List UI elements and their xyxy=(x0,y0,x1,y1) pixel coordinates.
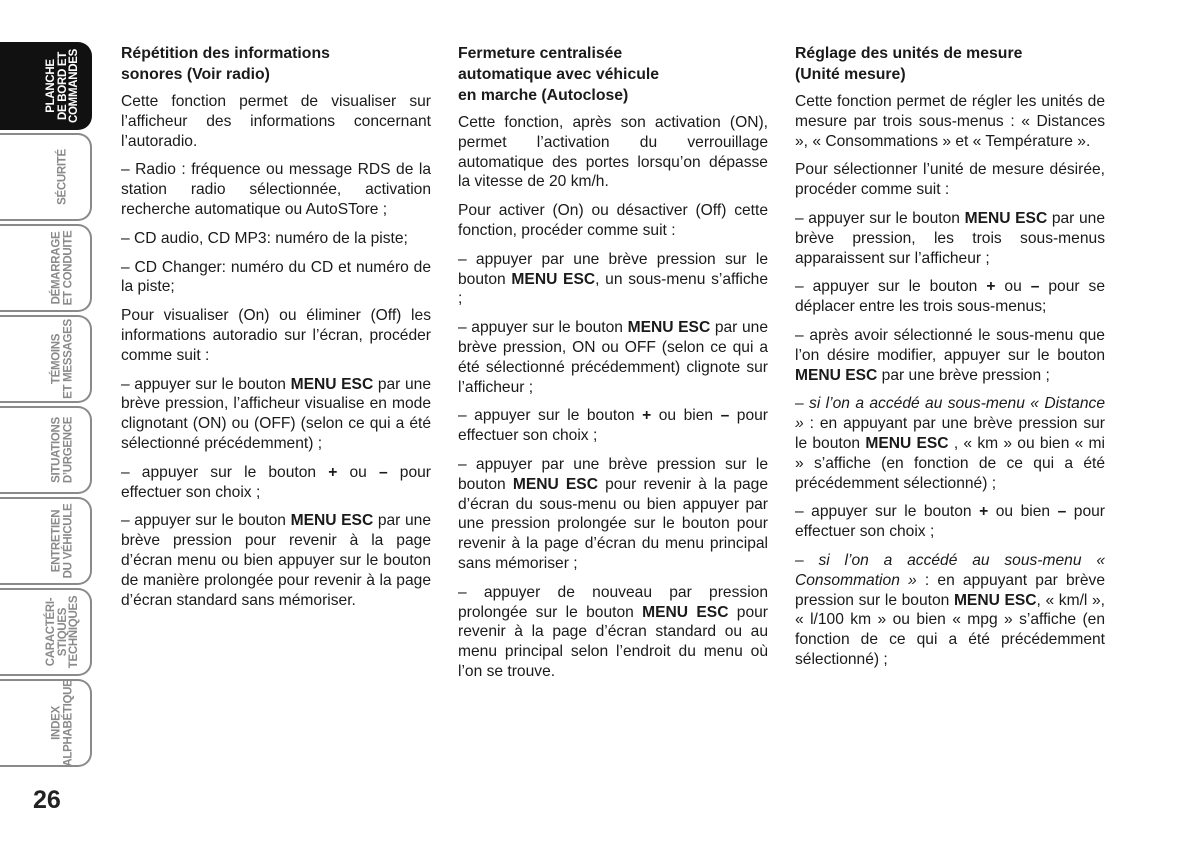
text-run: ou bien xyxy=(651,407,721,425)
paragraph xyxy=(458,250,768,309)
text-run: par une brève pression, les trois sous-menus apparaissent sur l’afficheur ; xyxy=(795,209,1105,267)
button-name: MENU ESC xyxy=(865,434,949,452)
text-run: ou xyxy=(337,463,379,481)
paragraph xyxy=(458,455,768,574)
chapter-tab-label: PLANCHE DE BORD ET COMMANDES xyxy=(44,49,80,123)
text-run: par une brève pression, l’afficheur visualise en mode clignotant (ON) ou (OFF) (selon ce qui a été sélectionné précédemment) ; xyxy=(121,375,431,452)
chapter-tab[interactable] xyxy=(0,315,92,403)
chapter-tab[interactable] xyxy=(0,42,92,130)
text-run: pour effectuer son choix ; xyxy=(121,463,431,501)
section-heading: Répétition des informations sonores (Voir radio) xyxy=(121,45,330,83)
button-name: MENU ESC xyxy=(795,366,878,384)
button-name: MENU ESC xyxy=(290,512,374,530)
text-run: Pour sélectionner l’unité de mesure désirée, procéder comme suit : xyxy=(795,161,1105,199)
text-run: – si l’on a accédé au sous-menu « Consommation » xyxy=(795,551,1105,589)
text-run: – si l’on a accédé au sous-menu « Distance » xyxy=(795,395,1105,433)
button-name: – xyxy=(1030,278,1040,296)
paragraph xyxy=(795,277,1105,317)
button-name: + xyxy=(979,503,989,521)
paragraph xyxy=(795,209,1105,268)
text-run: pour effectuer son choix ; xyxy=(458,407,768,445)
chapter-tab[interactable] xyxy=(0,133,92,221)
button-name: MENU ESC xyxy=(290,375,374,393)
paragraph xyxy=(121,463,431,503)
text-run: – appuyer de nouveau par pression prolongée sur le bouton xyxy=(458,583,768,621)
text-run: – appuyer sur le bouton xyxy=(121,375,291,393)
chapter-tab[interactable] xyxy=(0,497,92,585)
text-run: Pour visualiser (On) ou éliminer (Off) les informations autoradio sur l’écran, procéder comme suit : xyxy=(121,307,431,364)
text-run: – appuyer sur le bouton xyxy=(458,319,628,337)
text-run: , un sous-menu s’affiche ; xyxy=(458,270,769,308)
text-run: par une brève pression pour revenir à la page d’écran menu ou bien appuyer sur le bouton de manière prolongée pour revenir à la page d’écran standard sans mémoriser. xyxy=(121,512,431,609)
button-name: MENU ESC xyxy=(627,319,711,337)
button-name: MENU ESC xyxy=(512,475,598,493)
text-run: – Radio : fréquence ou message RDS de la station radio sélectionnée, activation recherche automatique ou AutoSTore ; xyxy=(121,161,431,218)
button-name: – xyxy=(378,463,388,481)
paragraph xyxy=(795,160,1105,200)
chapter-tab-label: CARACTÉRI- STIQUES TECHNIQUES xyxy=(44,595,80,669)
text-run: , « km » ou bien « mi » s’affiche (en fonction de ce qui a été précédemment sélectionné) ; xyxy=(795,434,1106,492)
paragraph xyxy=(121,511,431,610)
paragraph xyxy=(795,394,1105,493)
button-name: MENU ESC xyxy=(642,603,729,621)
text-run: Cette fonction, après son activation (ON), permet l’activation du verrouillage automatique des portes lorsqu’on dépasse la vitesse de 20 km/h. xyxy=(458,114,768,191)
section-heading: Réglage des unités de mesure (Unité mesure) xyxy=(795,45,1023,83)
text-run: – appuyer par une brève pression sur le bouton xyxy=(458,250,768,288)
text-run: ou bien xyxy=(988,503,1058,521)
paragraph xyxy=(121,229,431,249)
paragraph xyxy=(795,326,1105,385)
button-name: MENU ESC xyxy=(953,591,1037,609)
section-heading: Fermeture centralisée automatique avec véhicule en marche (Autoclose) xyxy=(458,45,660,104)
button-name: – xyxy=(1057,503,1067,521)
text-run: – appuyer sur le bouton xyxy=(121,463,329,481)
text-run: – appuyer sur le bouton xyxy=(121,512,291,530)
text-run: pour revenir à la page d’écran standard ou au menu principal selon l’endroit du menu où l’on se trouve. xyxy=(458,603,769,680)
button-name: MENU ESC xyxy=(964,209,1048,227)
text-run: – appuyer sur le bouton xyxy=(795,503,980,521)
paragraph xyxy=(121,160,431,219)
text-run: – appuyer par une brève pression sur le bouton xyxy=(458,455,768,493)
text-run: , « km/l », « l/100 km » ou bien « mpg » s’affiche (en fonction de ce qui a été précédemment sélectionné) ; xyxy=(795,591,1106,668)
text-run: : en appuyant par brève pression sur le bouton xyxy=(795,571,1105,609)
paragraph xyxy=(795,502,1105,542)
paragraph xyxy=(795,92,1105,151)
button-name: + xyxy=(642,407,652,425)
chapter-tab[interactable] xyxy=(0,588,92,676)
paragraph xyxy=(795,551,1105,670)
button-name: + xyxy=(986,278,996,296)
button-name: – xyxy=(720,407,730,425)
paragraph xyxy=(458,201,768,241)
chapter-tab-label: INDEX ALPHABÉTIQUE xyxy=(50,679,74,767)
chapter-tab-label: SITUATIONS D’URGENCE xyxy=(50,416,74,484)
button-name: MENU ESC xyxy=(511,270,596,288)
text-run: – CD audio, CD MP3: numéro de la piste; xyxy=(121,229,408,247)
column-audio-repeat xyxy=(121,43,431,619)
text-run: par une brève pression, ON ou OFF (selon ce qui a été sélectionné précédemment) clignote sur l’afficheur ; xyxy=(458,319,768,396)
text-run: – CD Changer: numéro du CD et numéro de la piste; xyxy=(121,258,431,296)
chapter-tab-label: TÉMOINS ET MESSAGES xyxy=(50,319,74,399)
chapter-tabs xyxy=(0,42,92,770)
paragraph xyxy=(121,258,431,298)
paragraph xyxy=(458,583,768,682)
text-run: par une brève pression ; xyxy=(877,366,1050,384)
chapter-tab[interactable] xyxy=(0,406,92,494)
paragraph xyxy=(458,113,768,192)
text-run: pour revenir à la page d’écran du sous-menu ou bien appuyer par une pression prolongée sur le bouton pour revenir à la page d’écran du menu principal sans mémoriser ; xyxy=(458,475,769,572)
chapter-tab-label: SÉCURITÉ xyxy=(56,149,69,205)
text-run: – après avoir sélectionné le sous-menu que l’on désire modifier, appuyer sur le bouton xyxy=(795,326,1105,364)
text-run: – appuyer sur le bouton xyxy=(795,278,987,296)
chapter-tab-label: ENTRETIEN DU VÉHICULE xyxy=(50,503,74,579)
text-run: Pour activer (On) ou désactiver (Off) cette fonction, procéder comme suit : xyxy=(458,202,768,239)
column-units xyxy=(795,43,1105,679)
text-run: Cette fonction permet de régler les unités de mesure par trois sous-menus : « Distances », « Consommations » et « Température ». xyxy=(795,93,1105,150)
column-autoclose xyxy=(458,43,768,691)
text-run: ou xyxy=(995,278,1031,296)
chapter-tab-label: DÉMARRAGE ET CONDUITE xyxy=(50,230,74,306)
text-run: : en appuyant par une brève pression sur le bouton xyxy=(795,415,1105,452)
text-run: pour se déplacer entre les trois sous-menus; xyxy=(795,278,1105,316)
text-run: – appuyer sur le bouton xyxy=(795,209,965,227)
text-run: Cette fonction permet de visualiser sur l’afficheur des informations concernant l’autoradio. xyxy=(121,93,431,150)
chapter-tab[interactable] xyxy=(0,679,92,767)
paragraph xyxy=(458,318,768,397)
paragraph xyxy=(121,306,431,365)
text-run: pour effectuer son choix ; xyxy=(795,503,1105,541)
paragraph xyxy=(121,375,431,454)
page-number: 26 xyxy=(33,786,61,814)
button-name: + xyxy=(328,463,338,481)
chapter-tab[interactable] xyxy=(0,224,92,312)
text-run: – appuyer sur le bouton xyxy=(458,407,643,425)
paragraph xyxy=(458,406,768,446)
paragraph xyxy=(121,92,431,151)
